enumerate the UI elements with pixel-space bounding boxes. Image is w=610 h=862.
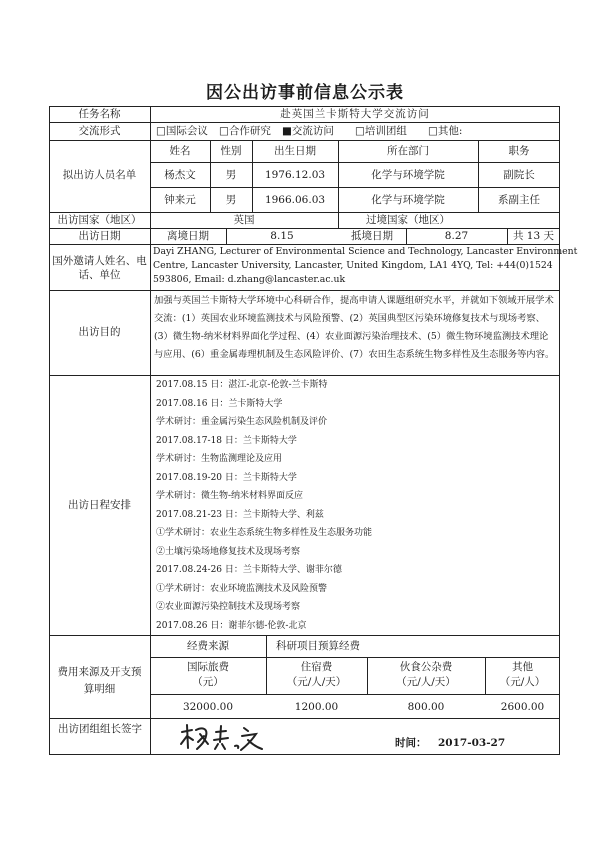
visitors-label: 拟出访人员名单 xyxy=(62,169,137,181)
visitor-2-department: 化学与环境学院 xyxy=(371,194,445,206)
visitor-1-gender: 男 xyxy=(225,169,237,181)
row-divider xyxy=(49,228,560,229)
exchange-form-label: 交流形式 xyxy=(78,125,121,137)
return-date: 8.27 xyxy=(444,230,469,242)
header-name: 姓名 xyxy=(169,145,191,157)
schedule-item: 2017.08.15 日：湛江-北京-伦敦-兰卡斯特 xyxy=(156,380,328,390)
visitor-1-name: 杨杰文 xyxy=(164,169,196,181)
budget-meals-value: 800.00 xyxy=(407,701,445,713)
visitor-2-position: 系副主任 xyxy=(498,194,540,206)
task-name-label: 任务名称 xyxy=(78,108,121,120)
exchange-option-conference: □国际会议 xyxy=(156,125,208,137)
signature-label: 出访团组组长签字 xyxy=(58,723,142,735)
row-divider xyxy=(150,162,560,163)
row-divider xyxy=(49,212,560,213)
schedule-item: ②土壤污染场地修复技术及现场考察 xyxy=(156,546,301,557)
country-label: 出访国家（地区） xyxy=(57,214,142,226)
total-days: 共 13 天 xyxy=(512,230,555,242)
budget-other-header: 其他 xyxy=(512,661,533,673)
inviter-label: 国外邀请人姓名、电话、单位 xyxy=(52,255,147,281)
visitor-2-gender: 男 xyxy=(225,194,237,206)
page-title: 因公出访事前信息公示表 xyxy=(206,83,404,103)
funding-source-label: 经费来源 xyxy=(187,640,229,652)
schedule-item: 2017.08.26 日：谢菲尔德-伦敦-北京 xyxy=(156,620,307,631)
handwritten-signature xyxy=(178,722,268,756)
visitor-1-birthdate: 1976.12.03 xyxy=(264,169,326,181)
row-divider xyxy=(49,718,560,719)
depart-date: 8.15 xyxy=(270,230,294,242)
return-label: 抵境日期 xyxy=(351,230,393,242)
budget-label: 费用来源及开支预算明细 xyxy=(57,666,142,695)
budget-other-value: 2600.00 xyxy=(500,701,545,713)
header-department: 所在部门 xyxy=(387,145,429,157)
purpose-label: 出访目的 xyxy=(78,326,121,338)
purpose-text: 加强与英国兰卡斯特大学环境中心科研合作，提高申请人课题组研究水平，并就如下领域开展学术交流：(1）英国农业环境监测技术与风险预警、(2）英国典型区污染环境修复技术与现场考察、(3）微生物-纳米材料界面化学过程、(4）农业面源污染治理技术、(5）微生物环境监测技术理论与应用、(6）重金属毒理机制及生态风险评价、(7）农田生态系统生物多样性及生态服务等内容。 xyxy=(154,295,555,360)
budget-travel-header: 国际旅费 xyxy=(187,661,229,673)
exchange-option-other: □其他: xyxy=(428,125,463,137)
country-value: 英国 xyxy=(233,214,255,226)
budget-travel-value: 32000.00 xyxy=(182,701,234,713)
funding-source-value: 科研项目预算经费 xyxy=(276,640,360,652)
exchange-option-training: □培训团组 xyxy=(355,125,407,137)
header-birthdate: 出生日期 xyxy=(274,145,316,157)
row-divider xyxy=(49,244,560,245)
budget-lodging-unit: （元/人/天） xyxy=(286,676,347,688)
inviter-line-1: Dayi ZHANG, Lecturer of Environmental Science and Technology, Lancaster Environment xyxy=(153,246,578,257)
schedule-label: 出访日程安排 xyxy=(68,499,131,511)
visitor-2-name: 钟来元 xyxy=(164,194,196,206)
header-position: 职务 xyxy=(508,145,530,157)
row-divider xyxy=(49,375,560,376)
schedule-item: ②农业面源污染控制技术及现场考察 xyxy=(156,602,301,612)
schedule-item: 2017.08.19-20 日：兰卡斯特大学 xyxy=(156,472,297,483)
exchange-option-visit: ■交流访问 xyxy=(282,125,334,137)
budget-meals-unit: （元/人/天） xyxy=(396,676,456,688)
row-divider xyxy=(49,140,560,141)
schedule-item: 学术研讨：微生物-纳米材料界面反应 xyxy=(156,491,304,501)
schedule-item: ①学术研讨：农业生态系统生物多样性及生态服务功能 xyxy=(156,528,373,538)
budget-lodging-value: 1200.00 xyxy=(294,701,339,713)
visitor-2-birthdate: 1966.06.03 xyxy=(264,194,326,206)
inviter-line-2: Centre, Lancaster University, Lancaster, United Kingdom, LA1 4YQ, Tel: +44(0)1524 xyxy=(153,260,553,271)
transit-country-label: 过境国家（地区） xyxy=(366,214,450,226)
exchange-option-research: □合作研究 xyxy=(219,125,271,137)
row-divider xyxy=(49,635,560,636)
row-divider xyxy=(49,122,560,123)
schedule-item: ①学术研讨：农业环境监测技术及风险预警 xyxy=(156,583,328,594)
schedule-item: 学术研讨：生物监测理论及应用 xyxy=(156,454,283,464)
visitor-1-position: 副院长 xyxy=(503,169,535,181)
row-divider xyxy=(150,657,560,658)
budget-meals-header: 伙食公杂费 xyxy=(399,661,453,673)
schedule-item: 2017.08.17-18 日：兰卡斯特大学 xyxy=(156,435,297,446)
date-value: 2017-03-27 xyxy=(438,737,506,749)
inviter-line-3: 593806, Email: d.zhang@lancaster.ac.uk xyxy=(153,274,346,285)
date-label: 时间： xyxy=(395,737,427,749)
schedule-item: 2017.08.16 日：兰卡斯特大学 xyxy=(156,398,283,409)
row-divider xyxy=(150,694,560,695)
dates-label: 出访日期 xyxy=(78,230,121,242)
row-divider xyxy=(49,290,560,291)
header-gender: 性别 xyxy=(220,145,242,157)
depart-label: 离境日期 xyxy=(167,230,209,242)
budget-lodging-header: 住宿费 xyxy=(300,661,333,673)
schedule-item: 学术研讨：重金属污染生态风险机制及评价 xyxy=(156,417,328,427)
task-name-value: 赴英国兰卡斯特大学交流访问 xyxy=(280,108,430,120)
schedule-item: 2017.08.21-23 日：兰卡斯特大学、利兹 xyxy=(156,509,324,520)
budget-travel-unit: （元） xyxy=(192,676,224,688)
budget-other-unit: （元/人） xyxy=(499,676,546,688)
visitor-1-department: 化学与环境学院 xyxy=(371,169,445,181)
row-divider xyxy=(150,187,560,188)
schedule-item: 2017.08.24-26 日：兰卡斯特大学、谢菲尔德 xyxy=(156,565,342,575)
